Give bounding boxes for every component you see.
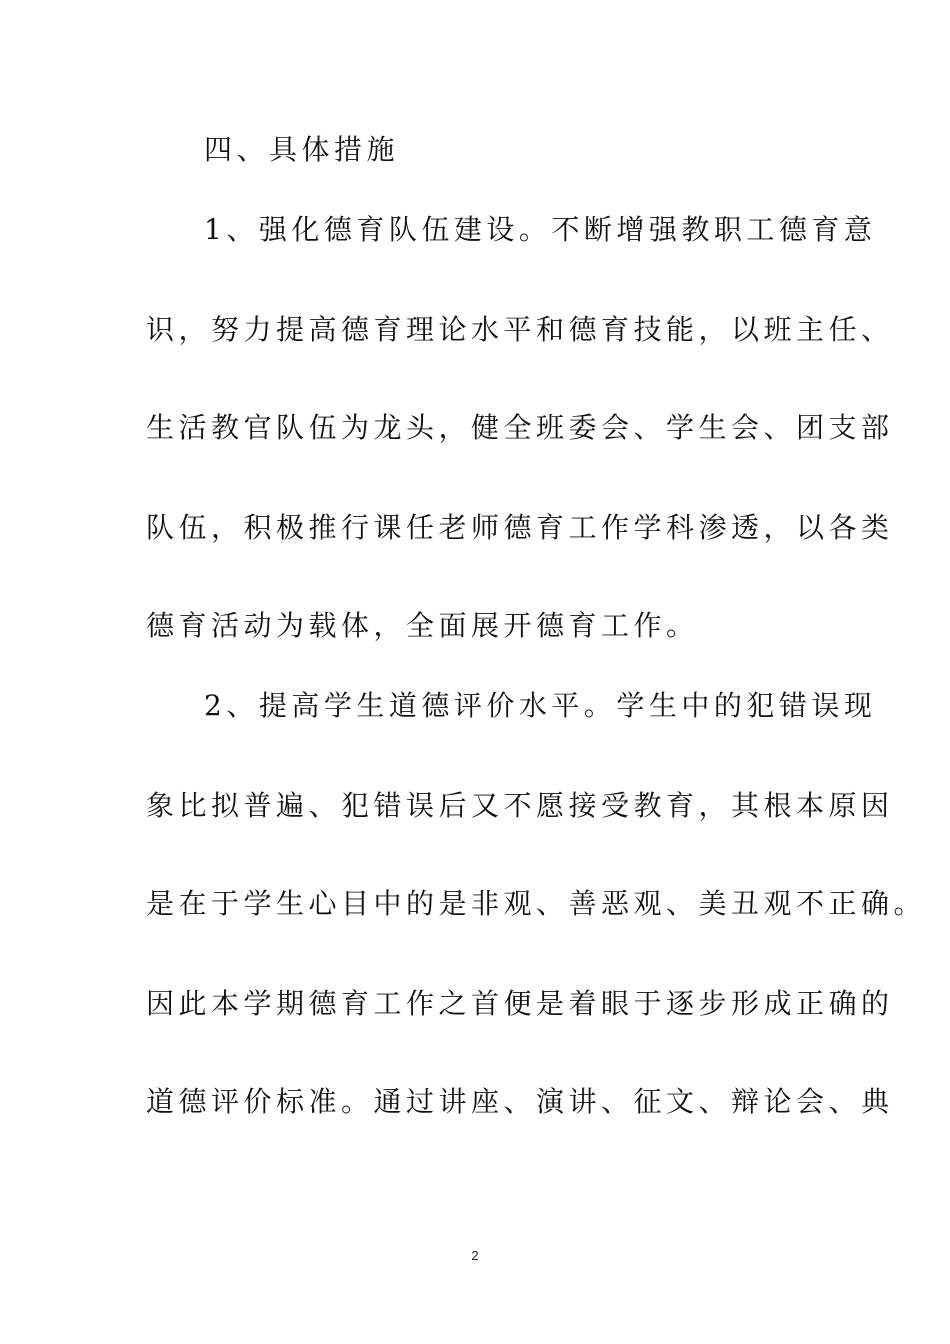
- paragraph-line: 德育活动为载体，全面展开德育工作。: [146, 609, 699, 642]
- paragraph-line: 因此本学期德育工作之首便是着眼于逐步形成正确的: [146, 987, 894, 1020]
- paragraph-line: 道德评价标准。通过讲座、演讲、征文、辩论会、典: [146, 1085, 894, 1118]
- paragraph-line: 队伍，积极推行课任老师德育工作学科渗透，以各类: [146, 511, 894, 544]
- paragraph-line: 1、强化德育队伍建设。不断增强教职工德育意: [204, 213, 877, 246]
- paragraph-line: 2、提高学生道德评价水平。学生中的犯错误现: [204, 689, 877, 722]
- paragraph-line: 象比拟普遍、犯错误后又不愿接受教育，其根本原因: [146, 789, 894, 822]
- section-heading: 四、具体措施: [204, 133, 400, 166]
- page-number: 2: [471, 1248, 479, 1263]
- paragraph-line: 识，努力提高德育理论水平和德育技能，以班主任、: [146, 313, 894, 346]
- paragraph-line: 生活教官队伍为龙头，健全班委会、学生会、团支部: [146, 411, 894, 444]
- paragraph-line: 是在于学生心目中的是非观、善恶观、美丑观不正确。: [146, 887, 927, 920]
